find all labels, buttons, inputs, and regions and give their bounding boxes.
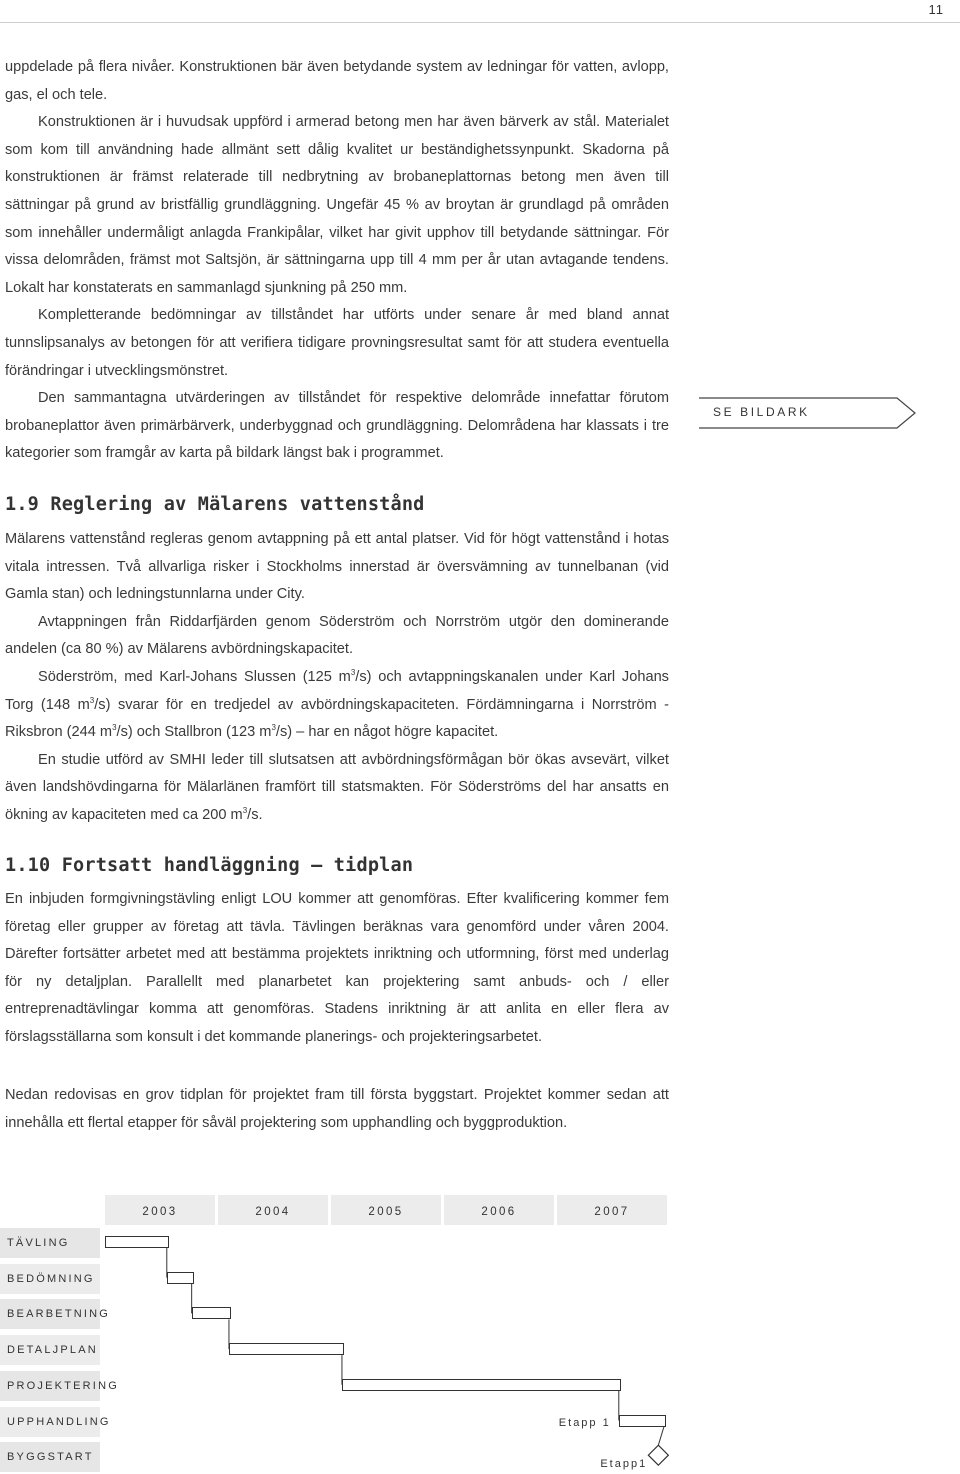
timeline-year: 2003 [105, 1195, 215, 1225]
paragraph: Avtappningen från Riddarfjärden genom Söderström och Norrström utgör den dominerande andelen (ca 80 %) av Mälarens avbördningskapacitet. [5, 613, 669, 658]
section-1-9-text [5, 526, 669, 830]
timeline-row-label: PROJEKTERING [0, 1371, 100, 1401]
timeline-intro-text [5, 1082, 669, 1137]
timeline-year: 2007 [557, 1195, 667, 1225]
text-run: /s) svarar för en tredjedel av avbördningskapaciteten. Fördämningarna i Norrström - Riksbron (244 m [5, 696, 669, 741]
superscript: 3 [271, 723, 276, 733]
section-heading-1-10: 1.10 Fortsatt handläggning – tidplan [5, 855, 414, 876]
superscript: 3 [89, 695, 95, 705]
text-run: Söderström, med Karl-Johans Slussen (125 m [38, 668, 351, 685]
paragraph: Kompletterande bedömningar av tillståndet har utförts under senare år med bland annat tunnslipsanalys av betongen för att verifiera tidigare provningsresultat samt för att studera eventuella förändringar i utvecklingsmönstret. [5, 307, 669, 379]
superscript: 3 [242, 806, 248, 816]
superscript: 3 [112, 723, 117, 733]
timeline-year: 2006 [444, 1195, 554, 1225]
timeline-year: 2004 [218, 1195, 328, 1225]
milestone-diamond [648, 1445, 668, 1465]
paragraph: Den sammantagna utvärderingen av tillståndet för respektive delområde innefattar förutom brobaneplattor även primärbärverk, underbyggnad och grundläggning. Delområdena har klassats i tre kategorier som framgår av karta på bildark längst bak i programmet. [5, 390, 669, 462]
timeline-connectors [0, 1193, 960, 1474]
intro-text [5, 54, 669, 468]
paragraph: En inbjuden formgivningstävling enligt LOU kommer att genomföras. Efter kvalificering kommer fem företag eller grupper av företag att tävla. Tävlingen beräknas vara genomförd under våren 2004. Därefter fortsätter arbetet med att bestämma projektets inriktning och utformning, först med underlag för ny detaljplan. Parallellt med planarbetet kan projektering samt anbuds- och / eller entreprenadtävlingar komma att genomföras. Stadens inriktning är att anlita en eller flera av förslagsställarna som konsult i det kommande planerings- och projekteringsarbetet. [5, 891, 669, 1045]
paragraph [5, 747, 669, 830]
text-run: En studie utförd av SMHI leder till slutsatsen att avbördningsförmågan bör ökas avsevärt, vilket även landshövdingarna för Mälarlänen framfört till statsmakten. För Söderströms del har ansatts en ökning av kapaciteten med ca 200 m [5, 751, 669, 823]
timeline-row-label: TÄVLING [0, 1228, 100, 1258]
text-run: /s) och avtappningskanalen under Karl Johans Torg (148 m [5, 668, 669, 713]
section-1-10-text [5, 886, 669, 1052]
timeline-note: Etapp 1 [558, 1416, 611, 1429]
paragraph: uppdelade på flera nivåer. Konstruktionen bär även betydande system av ledningar för vatten, avlopp, gas, el och tele. [5, 59, 669, 103]
timeline-chart [0, 1193, 960, 1474]
page-number: 11 [928, 2, 944, 17]
paragraph [5, 664, 669, 747]
timeline-year: 2005 [331, 1195, 441, 1225]
page-header-rule [0, 0, 960, 23]
text-run: /s) – har en något högre kapacitet. [275, 724, 499, 741]
timeline-connector [658, 1427, 664, 1446]
superscript: 3 [350, 668, 356, 678]
text-run: /s) och Stallbron (123 m [116, 724, 272, 741]
see-image-sheet-label: SE BILDARK [713, 405, 810, 419]
timeline-row-label: BYGGSTART [0, 1442, 100, 1472]
see-image-sheet-note [699, 397, 917, 429]
paragraph: Mälarens vattenstånd regleras genom avtappning på ett antal platser. Vid för högt vattenstånd i hotas vitala intressen. Två allvarliga risker i Stockholms innerstad är översvämning av tunnelbanan (vid Gamla stan) och ledningstunnlarna under City. [5, 531, 669, 603]
section-heading-1-9: 1.9 Reglering av Mälarens vattenstånd [5, 494, 425, 515]
timeline-row-label: BEARBETNING [0, 1299, 100, 1329]
paragraph: Konstruktionen är i huvudsak uppförd i armerad betong men har även bärverk av stål. Materialet som kom till användning hade allmänt sett dålig kvalitet ur beständighetssynpunkt. Skadorna på konstruktionen är främst relaterade till nedbrytning av brobaneplattornas betong men även till sättningar på grund av bristfällig grundläggning. Ungefär 45 % av broytan är grundlagd på områden som innehåller undermåligt anlagda Frankipålar, vilket har givit upphov till betydande sättningar. För vissa delområden, främst mot Saltsjön, är sättningarna upp till 4 mm per år utan avtagande tendens. Lokalt har konstaterats en sammanlagd sjunkning på 250 mm. [5, 114, 669, 296]
paragraph: Nedan redovisas en grov tidplan för projektet fram till första byggstart. Projektet kommer sedan att innehålla ett flertal etapper för såväl projektering som upphandling och byggproduktion. [5, 1087, 669, 1131]
timeline-row-label: DETALJPLAN [0, 1335, 100, 1365]
timeline-row-label: BEDÖMNING [0, 1264, 100, 1294]
timeline-note: Etapp1 [600, 1458, 648, 1471]
timeline-row-label: UPPHANDLING [0, 1407, 100, 1437]
text-run: /s. [247, 806, 263, 823]
